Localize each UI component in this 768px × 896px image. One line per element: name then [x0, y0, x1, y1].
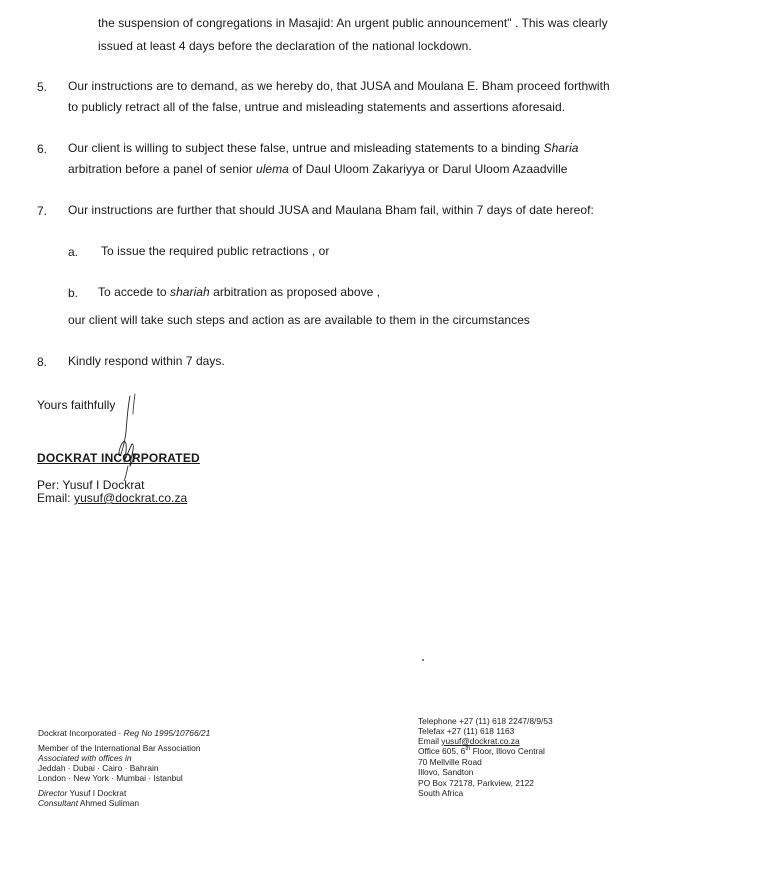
footer-pobox: PO Box 72178, Parkview, 2122	[418, 778, 534, 788]
footer-registration: Dockrat Incorporated · Reg No 1995/10766/21	[38, 728, 211, 738]
footer-office: Office 605, 6th Floor, Illovo Central	[418, 746, 545, 756]
para-7-line-1: Our instructions are further that should JUSA and Maulana Bham fail, within 7 days of date hereof:	[68, 203, 594, 217]
para-5-number: 5.	[37, 80, 48, 94]
para-8-text: Kindly respond within 7 days.	[68, 354, 225, 368]
footer-country: South Africa	[418, 788, 464, 798]
footer-email-link[interactable]: yusuf@dockrat.co.za	[441, 736, 520, 746]
para-7-b-text: To accede to shariah arbitration as proposed above ,	[98, 285, 381, 299]
para-5-line-1: Our instructions are to demand, as we hereby do, that JUSA and Moulana E. Bham proceed forthwith	[68, 79, 610, 93]
footer-street: 70 Mellville Road	[418, 757, 482, 767]
signatory-email-line: Email: yusuf@dockrat.co.za	[37, 491, 188, 505]
para-6-line-1: Our client is willing to subject these false, untrue and misleading statements to a binding Sharia	[68, 141, 579, 155]
footer-iba: Member of the International Bar Association	[38, 743, 201, 753]
footer-telefax: Telefax +27 (11) 618 1163	[418, 726, 515, 736]
scan-speck	[422, 659, 424, 661]
para-6-line-2: arbitration before a panel of senior ulema of Daul Uloom Zakariyya or Darul Uloom Azaadville	[68, 162, 568, 176]
footer-suburb: Illovo, Sandton	[418, 767, 474, 777]
footer-director: Director Yusuf I Dockrat	[38, 788, 127, 798]
salutation: Yours faithfully	[37, 398, 116, 412]
footer-email: Email yusuf@dockrat.co.za	[418, 736, 520, 746]
footer-telephone: Telephone +27 (11) 618 2247/8/9/53	[418, 716, 553, 726]
para-6-sharia-term: Sharia	[543, 141, 579, 155]
para-7-number: 7.	[37, 204, 48, 218]
footer-consultant: Consultant Ahmed Suliman	[38, 798, 140, 808]
footer-offices-2: London · New York · Mumbai · Istanbul	[38, 773, 183, 783]
signatory-email-link[interactable]: yusuf@dockrat.co.za	[74, 491, 188, 505]
para-8-number: 8.	[37, 355, 48, 369]
para-6-ulema-term: ulema	[255, 162, 289, 176]
para-7-b-label: b.	[68, 286, 79, 300]
para-5-line-2: to publicly retract all of the false, untrue and misleading statements and assertions aforesaid.	[68, 100, 566, 114]
intro-line-2: issued at least 4 days before the declaration of the national lockdown.	[98, 39, 472, 53]
para-6-number: 6.	[37, 142, 48, 156]
para-7-closing: our client will take such steps and action as are available to them in the circumstances	[68, 313, 530, 327]
handwritten-signature	[108, 392, 148, 482]
footer-offices-1: Jeddah · Dubai · Cairo · Bahrain	[38, 763, 159, 773]
firm-name: DOCKRAT INCORPORATED	[37, 451, 200, 465]
para-7-a-label: a.	[68, 245, 79, 259]
para-7-a-text: To issue the required public retractions , or	[101, 244, 330, 258]
para-7-shariah-term: shariah	[170, 285, 210, 299]
signatory: Per: Yusuf I Dockrat	[37, 478, 145, 492]
intro-line-1: the suspension of congregations in Masajid: An urgent public announcement" . This was clearly	[98, 16, 608, 30]
footer-associated: Associated with offices in	[38, 753, 132, 763]
